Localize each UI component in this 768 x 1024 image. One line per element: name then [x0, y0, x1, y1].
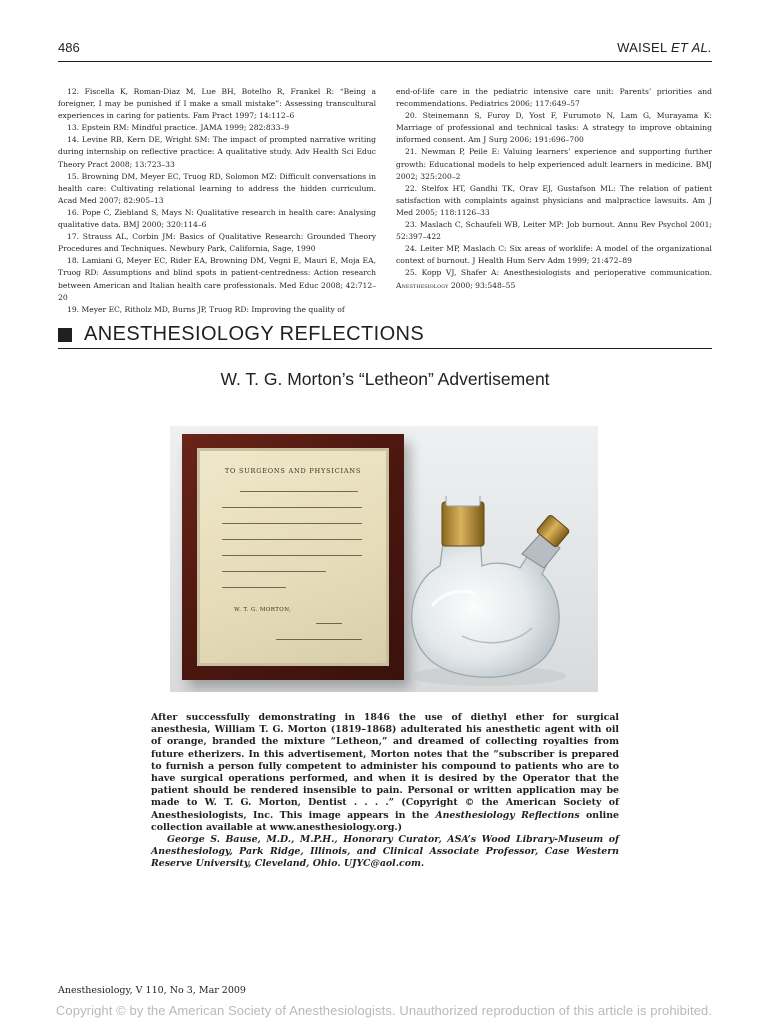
- script-line: [222, 523, 362, 524]
- caption-body: [151, 712, 619, 834]
- reference-25-text: 25. Kopp VJ, Shafer A: Anesthesiologists and perioperative communication.: [405, 268, 712, 278]
- caption-collection-name: Anesthesiology Reflections: [435, 809, 580, 821]
- reference-16: 16. Pope C, Ziebland S, Mays N: Qualitative research in health care: Analysing qualitative data. BMJ 2000; 320:114–6: [58, 207, 376, 230]
- reference-18: 18. Lamiani G, Meyer EC, Rider EA, Browning DM, Vegni E, Mauri E, Moja EA, Truog RD: Assumptions and blind spots in patient-centredness: Action research between American and Italian health care professionals. Med Educ 2008; 42:712–20: [58, 256, 376, 302]
- script-line: [222, 587, 286, 588]
- caption-body-text: After successfully demonstrating in 1846 the use of diethyl ether for surgical anesthesia, William T. G. Morton (1819–1868) adulterated his anesthetic agent with oil of orange, branded the mixture “Letheon,” and dreamed of collecting royalties from future etherizers. In this advertisement, Morton notes that the “subscriber is prepared to furnish a person fully competent to administer his compound to patients who are to have surgical operations performed, and when it is desired by the Operator that the patient should be rendered insensible to pain. Personal or written application may be made to W. T. G. Morton, Dentist . . . .” (Copyright © the American Society of Anesthesiologists, Inc. This image appears in the: [151, 712, 619, 821]
- letheon-bottle-image: [402, 496, 580, 692]
- running-head: [617, 40, 712, 55]
- script-line: [222, 555, 362, 556]
- page-number: 486: [58, 40, 80, 55]
- advertisement-document: [200, 451, 386, 663]
- script-line: [276, 639, 362, 640]
- reference-19: 19. Meyer EC, Ritholz MD, Burns JP, Truog RD: Improving the quality of: [67, 304, 345, 314]
- running-head-authors: WAISEL: [617, 40, 671, 55]
- script-line: [222, 571, 326, 572]
- running-head-etal: ET AL.: [670, 40, 712, 55]
- reference-24: 24. Leiter MP, Maslach C: Six areas of worklife: A model of the organizational context of burnout. J Health Hum Serv Adm 1999; 21:472–89: [396, 244, 712, 266]
- figure-caption: [151, 712, 619, 871]
- picture-frame: [182, 434, 404, 680]
- reference-25-journal: Anesthesiology: [396, 280, 449, 290]
- frame-mat: [197, 448, 389, 666]
- script-line: [222, 539, 362, 540]
- header-rule: [58, 61, 712, 62]
- reference-21: 21. Newman P, Peile E: Valuing learners’ experience and supporting further growth: Educational models to help experienced adult learners in medicine. BMJ 2002; 325:200–2: [396, 147, 712, 181]
- reference-20: 20. Steinemann S, Furoy D, Yost F, Furumoto N, Lam G, Murayama K: Marriage of professional and technical tasks: A strategy to improve obtaining informed consent. Am J Surg 2006; 191:696–700: [396, 111, 712, 145]
- reference-25-tail: 2000; 93:548–55: [448, 280, 516, 290]
- caption-body-end: online collection available at www.anesthesiology.org.): [151, 809, 619, 833]
- reference-19-continued: end-of-life care in the pediatric intensive care unit: Parents’ priorities and recommendations. Pediatrics 2006; 117:649–57: [396, 87, 712, 109]
- figure-photo: [170, 426, 598, 692]
- section-title: ANESTHESIOLOGY REFLECTIONS: [84, 323, 425, 345]
- reference-15: 15. Browning DM, Meyer EC, Truog RD, Solomon MZ: Difficult conversations in health care: Cultivating relational learning to address the hidden curriculum. Acad Med 2007; 82:905–13: [58, 171, 376, 205]
- reference-12: 12. Fiscella K, Roman-Diaz M, Lue BH, Botelho R, Frankel R: “Being a foreigner, I may be punished if I make a small mistake”: Assessing transcultural experiences in caring for patients. Fam Pract 1997; 14:112–6: [58, 87, 376, 121]
- script-line: [222, 507, 362, 508]
- references-left-column: [58, 86, 376, 316]
- section-heading: [58, 323, 424, 346]
- document-signature-name: W. T. G. MORTON,: [234, 607, 292, 613]
- section-square-icon: [58, 328, 72, 342]
- script-line: [240, 491, 358, 492]
- section-rule: [58, 348, 712, 349]
- caption-credit: George S. Bause, M.D., M.P.H., Honorary Curator, ASA’s Wood Library-Museum of Anesthesiology, Park Ridge, Illinois, and Clinical Associate Professor, Case Western Reserve University, Cleveland, Ohio. UJYC@aol.com.: [151, 834, 619, 870]
- reference-23: 23. Maslach C, Schaufeli WB, Leiter MP: Job burnout. Annu Rev Psychol 2001; 52:397–422: [396, 220, 712, 242]
- journal-citation-footer: Anesthesiology, V 110, No 3, Mar 2009: [58, 985, 246, 996]
- reference-13: 13. Epstein RM: Mindful practice. JAMA 1999; 282:833–9: [67, 123, 290, 133]
- copyright-notice: Copyright © by the American Society of Anesthesiologists. Unauthorized reproduction of this article is prohibited.: [55, 1003, 713, 1018]
- reference-25: [396, 267, 712, 291]
- reference-17: 17. Strauss AL, Corbin JM: Basics of Qualitative Research: Grounded Theory Procedures and Techniques. Newbury Park, California, Sage, 1990: [58, 232, 376, 254]
- references-right-column: [396, 86, 712, 292]
- document-heading: TO SURGEONS AND PHYSICIANS: [224, 467, 362, 475]
- reference-22: 22. Stelfox HT, Gandhi TK, Orav EJ, Gustafson ML: The relation of patient satisfaction with complaints against physicians and malpractice lawsuits. Am J Med 2005; 118:1126–33: [396, 183, 712, 217]
- script-line: [316, 623, 342, 624]
- article-title: W. T. G. Morton’s “Letheon” Advertisement: [220, 369, 550, 389]
- reference-14: 14. Levine RB, Kern DE, Wright SM: The impact of prompted narrative writing during internship on reflective practice: A qualitative study. Adv Health Sci Educ Theory Pract 2008; 13:723–33: [58, 135, 376, 169]
